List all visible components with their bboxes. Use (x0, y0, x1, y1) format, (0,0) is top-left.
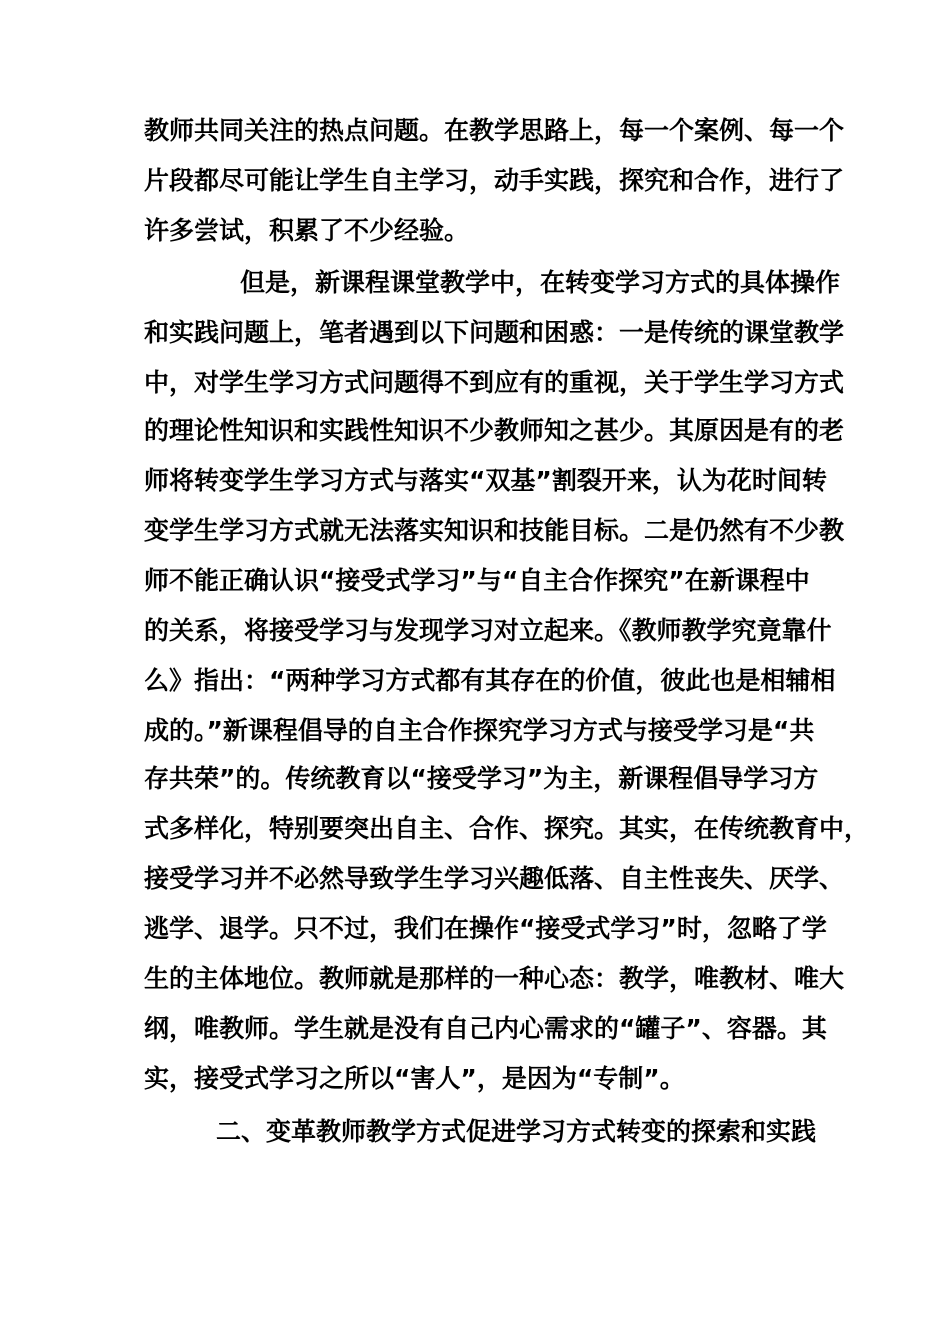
text-line: 么》指出：“两种学习方式都有其存在的价值，彼此也是相辅相 (144, 666, 836, 695)
text-line: 和实践问题上，笔者遇到以下问题和困惑：一是传统的课堂教学 (144, 318, 845, 347)
text-line: 中，对学生学习方式问题得不到应有的重视，关于学生学习方式 (144, 368, 845, 397)
text-line: 许多尝试，积累了不少经验。 (144, 216, 470, 245)
text-line: 存共荣”的。传统教育以“接受学习”为主，新课程倡导学习方 (144, 764, 819, 793)
text-line: 片段都尽可能让学生自主学习，动手实践，探究和合作，进行了 (144, 166, 845, 195)
text-line: 逃学、退学。只不过，我们在操作“接受式学习”时，忽略了学 (144, 914, 827, 943)
text-line: 师将转变学生学习方式与落实“双基”割裂开来，认为花时间转 (144, 466, 827, 495)
text-line: 纲，唯教师。学生就是没有自己内心需求的“罐子”、容器。其 (144, 1014, 827, 1043)
text-line: 师不能正确认识“接受式学习”与“自主合作探究”在新课程中 (144, 566, 810, 595)
text-line: 式多样化，特别要突出自主、合作、探究。其实，在传统教育中， (144, 814, 870, 843)
text-line: 生的主体地位。教师就是那样的一种心态：教学，唯教材、唯大 (144, 964, 845, 993)
section-heading: 二、变革教师教学方式促进学习方式转变的探索和实践 (216, 1117, 817, 1146)
text-line: 教师共同关注的热点问题。在教学思路上，每一个案例、每一个 (144, 116, 845, 145)
text-line: 实，接受式学习之所以“害人”，是因为“专制”。 (144, 1064, 685, 1093)
text-line: 成的。”新课程倡导的自主合作探究学习方式与接受学习是“共 (144, 716, 815, 745)
text-line: 的关系，将接受学习与发现学习对立起来。《教师教学究竟靠什 (144, 616, 832, 645)
text-line: 的理论性知识和实践性知识不少教师知之甚少。其原因是有的老 (144, 416, 845, 445)
text-line: 变学生学习方式就无法落实知识和技能目标。二是仍然有不少教 (144, 516, 845, 545)
text-line: 接受学习并不必然导致学生学习兴趣低落、自主性丧失、厌学、 (144, 864, 845, 893)
text-line: 但是，新课程课堂教学中，在转变学习方式的具体操作 (240, 268, 841, 297)
